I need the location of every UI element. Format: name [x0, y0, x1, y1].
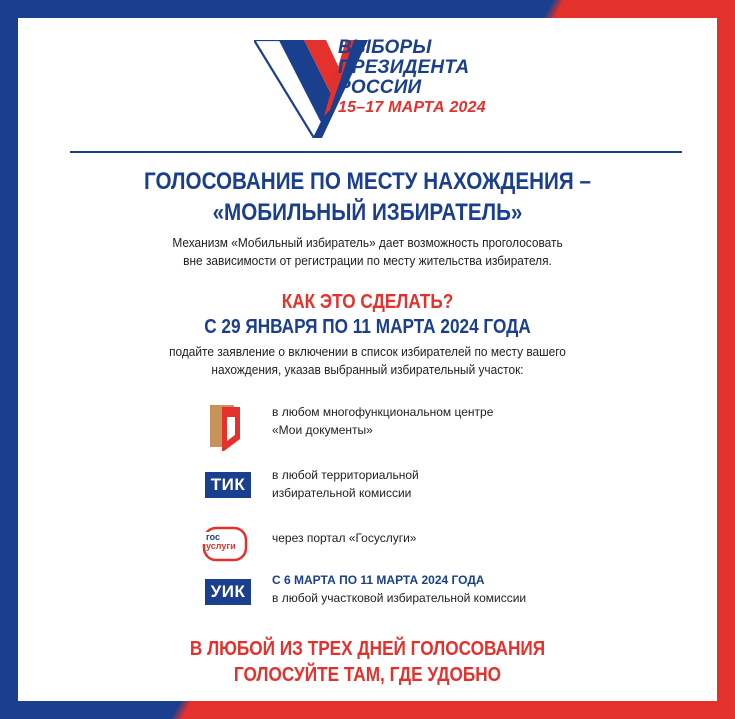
howto-heading: КАК ЭТО СДЕЛАТЬ?: [281, 291, 454, 313]
option-gosuslugi: [194, 523, 594, 573]
logo-line-2: ПРЕЗИДЕНТА: [338, 57, 470, 78]
poster-card: [18, 18, 717, 701]
gosuslugi-logo: [194, 523, 252, 573]
option-mfc-text: [272, 403, 592, 439]
divider-line: [70, 151, 682, 153]
option-uik-line-1: в любой участковой избирательной комиссии: [272, 591, 527, 605]
option-uik-period: С 6 МАРТА ПО 11 МАРТА 2024 ГОДА: [272, 573, 485, 587]
logo-line-1: ВЫБОРЫ: [338, 37, 432, 58]
gosuslugi-logo-top: гос: [206, 532, 221, 542]
title-line-2: «МОБИЛЬНЫЙ ИЗБИРАТЕЛЬ»: [212, 199, 523, 226]
option-gosuslugi-line-1: через портал «Госуслуги»: [272, 531, 417, 545]
instruction-text: [35, 343, 699, 379]
option-tik-line-2: избирательной комиссии: [272, 486, 412, 500]
logo-line-3: РОССИИ: [338, 77, 422, 98]
title-line-1: ГОЛОСОВАНИЕ ПО МЕСТУ НАХОЖДЕНИЯ –: [144, 168, 591, 195]
instruction-line-1: подайте заявление о включении в список избирателей по месту вашего: [169, 345, 566, 359]
option-tik-text: [272, 466, 592, 502]
option-tik-line-1: в любой территориальной: [272, 468, 419, 482]
option-gosuslugi-text: [272, 529, 592, 547]
footer-slogan: [67, 636, 668, 688]
intro-line-1: Механизм «Мобильный избиратель» дает возможность проголосовать: [172, 236, 563, 250]
page-title: [67, 166, 668, 228]
election-date: 15–17 МАРТА 2024: [338, 99, 486, 116]
moi-dokumenty-icon: [194, 403, 252, 453]
option-tik: [194, 466, 594, 516]
intro-text: [35, 234, 699, 270]
gosuslugi-logo-bottom: услуги: [206, 541, 236, 551]
uik-logo: [194, 571, 252, 621]
option-mfc: [194, 403, 594, 453]
instruction-line-2: нахождения, указав выбранный избирательный участок:: [211, 363, 524, 377]
application-period: С 29 ЯНВАРЯ ПО 11 МАРТА 2024 ГОДА: [204, 316, 531, 338]
option-uik: [194, 571, 594, 621]
footer-line-2: ГОЛОСУЙТЕ ТАМ, ГДЕ УДОБНО: [233, 664, 502, 686]
option-mfc-line-1: в любом многофункциональном центре: [272, 405, 494, 419]
election-title: [338, 38, 538, 118]
intro-line-2: вне зависимости от регистрации по месту жительства избирателя.: [183, 254, 552, 268]
option-uik-text: [272, 571, 592, 607]
tik-badge: ТИК: [205, 472, 251, 498]
footer-line-1: В ЛЮБОЙ ИЗ ТРЕХ ДНЕЙ ГОЛОСОВАНИЯ: [189, 638, 546, 660]
uik-badge: УИК: [205, 579, 251, 605]
tik-logo: [194, 466, 252, 516]
option-mfc-line-2: «Мои документы»: [272, 423, 373, 437]
